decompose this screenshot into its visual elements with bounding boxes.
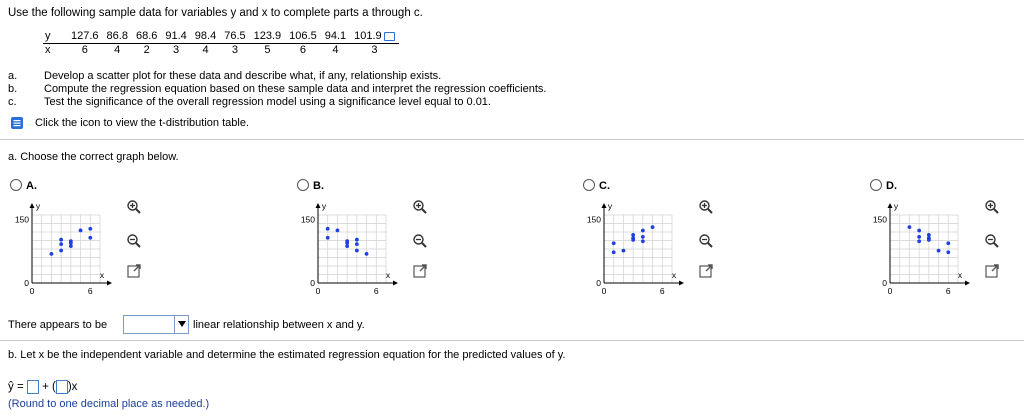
zoom-out-icon[interactable] xyxy=(126,233,142,249)
scatter-plot-b xyxy=(290,198,410,300)
part-label: b. xyxy=(8,83,18,95)
y-axis-label: y xyxy=(607,201,613,211)
data-point xyxy=(336,228,340,232)
scatter-plot-c xyxy=(576,198,696,300)
data-point xyxy=(612,241,616,245)
y-axis-arrow xyxy=(888,203,893,208)
table-cell: 76.5 xyxy=(220,30,249,44)
option-label: C. xyxy=(599,180,610,192)
data-point xyxy=(50,252,54,256)
part-text: Compute the regression equation based on these sample data and interpret the regression coefficients. xyxy=(44,83,547,95)
table-row-x xyxy=(43,44,399,58)
zoom-in-icon[interactable] xyxy=(126,199,142,215)
option-c-radio[interactable] xyxy=(583,179,610,192)
part-label: a. xyxy=(8,70,18,82)
graph-b xyxy=(290,198,400,300)
t-distribution-link[interactable]: Click the icon to view the t-distribution table. xyxy=(35,117,249,129)
part-a-question: a. Choose the correct graph below. xyxy=(8,151,179,163)
data-point xyxy=(365,252,369,256)
data-point xyxy=(88,236,92,240)
x-tick-label: 6 xyxy=(87,286,93,296)
data-point xyxy=(908,225,912,229)
table-header-y: y xyxy=(43,30,67,44)
y-axis-label: y xyxy=(321,201,327,211)
option-a-radio[interactable] xyxy=(10,179,37,192)
part-b-question: b. Let x be the independent variable and determine the estimated regression equation for the predicted values of y. xyxy=(8,349,566,361)
table-cell: 2 xyxy=(143,44,150,56)
data-point xyxy=(355,242,359,246)
table-cell: 101.9 xyxy=(350,30,399,44)
zoom-out-icon[interactable] xyxy=(412,233,428,249)
option-label: B. xyxy=(313,180,324,192)
slope-input[interactable] xyxy=(56,380,68,394)
instructions: Use the following sample data for variables y and x to complete parts a through c. xyxy=(8,7,423,19)
table-cell: 3 xyxy=(371,44,378,56)
data-point xyxy=(79,228,83,232)
zoom-in-icon[interactable] xyxy=(698,199,714,215)
x-tick-label: 0 xyxy=(601,286,607,296)
table-cell: 86.8 xyxy=(103,30,132,44)
y-tick-label: 150 xyxy=(300,214,315,225)
y-tick-label: 150 xyxy=(872,214,887,225)
y-axis-label: y xyxy=(893,201,899,211)
graph-d xyxy=(862,198,972,300)
x-tick-label: 0 xyxy=(29,286,35,296)
part-item-b xyxy=(8,83,546,95)
option-label: A. xyxy=(26,180,37,192)
data-point xyxy=(355,249,359,253)
data-point xyxy=(631,236,635,240)
option-label: D. xyxy=(886,180,897,192)
table-cell: 6 xyxy=(81,44,88,56)
x-tick-label: 0 xyxy=(887,286,893,296)
y-tick-label: 0 xyxy=(882,278,887,288)
data-point xyxy=(946,241,950,245)
book-icon[interactable] xyxy=(10,116,24,130)
y-tick-label: 0 xyxy=(596,278,601,288)
data-point xyxy=(69,241,73,245)
table-cell: 3 xyxy=(231,44,238,56)
zoom-out-icon[interactable] xyxy=(698,233,714,249)
x-axis-arrow xyxy=(107,281,112,286)
part-text: Develop a scatter plot for these data and describe what, if any, relationship exists. xyxy=(44,70,442,82)
scatter-plot-a xyxy=(4,198,124,300)
zoom-in-icon[interactable] xyxy=(984,199,1000,215)
data-point xyxy=(326,227,330,231)
table-cell: 4 xyxy=(332,44,339,56)
table-cell: 123.9 xyxy=(250,30,286,44)
table-cell: 106.5 xyxy=(285,30,321,44)
x-axis-label: x xyxy=(671,270,677,280)
data-point xyxy=(355,238,359,242)
radio-button[interactable] xyxy=(583,179,595,191)
x-axis-label: x xyxy=(957,270,963,280)
copy-icon[interactable] xyxy=(384,32,395,41)
table-cell: 94.1 xyxy=(321,30,350,44)
table-cell: 5 xyxy=(264,44,271,56)
data-table xyxy=(43,30,399,57)
intercept-input[interactable] xyxy=(27,380,39,394)
divider xyxy=(0,340,1024,341)
data-point xyxy=(641,229,645,233)
zoom-out-icon[interactable] xyxy=(984,233,1000,249)
data-point xyxy=(946,250,950,254)
table-cell: 4 xyxy=(114,44,121,56)
expand-icon[interactable] xyxy=(984,263,1000,279)
radio-button[interactable] xyxy=(870,179,882,191)
table-cell: 68.6 xyxy=(132,30,161,44)
radio-button[interactable] xyxy=(10,179,22,191)
x-axis-arrow xyxy=(679,281,684,286)
table-cell: 3 xyxy=(173,44,180,56)
table-cell: 6 xyxy=(299,44,306,56)
expand-icon[interactable] xyxy=(698,263,714,279)
graph-a xyxy=(4,198,114,300)
data-point xyxy=(88,227,92,231)
x-tick-label: 6 xyxy=(659,286,665,296)
table-cell: 4 xyxy=(202,44,209,56)
x-axis-arrow xyxy=(393,281,398,286)
data-point xyxy=(927,236,931,240)
y-axis-arrow xyxy=(602,203,607,208)
relationship-suffix: linear relationship between x and y. xyxy=(193,319,365,331)
x-axis-label: x xyxy=(385,270,391,280)
data-point xyxy=(59,238,63,242)
data-point xyxy=(937,249,941,253)
y-tick-label: 150 xyxy=(14,214,29,225)
x-axis-label: x xyxy=(99,270,105,280)
option-b-radio[interactable] xyxy=(297,179,324,192)
radio-button[interactable] xyxy=(297,179,309,191)
data-point xyxy=(917,239,921,243)
data-point xyxy=(641,235,645,239)
data-point xyxy=(917,229,921,233)
zoom-in-icon[interactable] xyxy=(412,199,428,215)
chevron-down-icon[interactable] xyxy=(174,316,188,333)
data-point xyxy=(622,249,626,253)
equation-plus: + ( xyxy=(42,381,56,394)
option-d-radio[interactable] xyxy=(870,179,897,192)
part-item-a xyxy=(8,70,441,82)
data-point xyxy=(59,249,63,253)
expand-icon[interactable] xyxy=(126,263,142,279)
table-cell: 98.4 xyxy=(191,30,220,44)
part-text: Test the significance of the overall regression model using a significance level equal to 0.01. xyxy=(44,96,491,108)
x-axis-arrow xyxy=(965,281,970,286)
equation-tail: )x xyxy=(67,381,78,394)
y-axis-arrow xyxy=(30,203,35,208)
rounding-note: (Round to one decimal place as needed.) xyxy=(8,398,210,410)
data-point xyxy=(345,241,349,245)
table-row-y xyxy=(43,30,399,44)
data-point xyxy=(917,235,921,239)
divider xyxy=(0,139,1024,140)
x-tick-label: 0 xyxy=(315,286,321,296)
x-tick-label: 6 xyxy=(945,286,951,296)
table-header-x: x xyxy=(45,44,51,56)
relationship-prefix: There appears to be xyxy=(8,319,108,331)
data-point xyxy=(59,242,63,246)
part-item-c xyxy=(8,96,491,108)
table-cell: 91.4 xyxy=(161,30,190,44)
y-tick-label: 0 xyxy=(310,278,315,288)
y-axis-label: y xyxy=(35,201,41,211)
graph-c xyxy=(576,198,686,300)
relationship-dropdown[interactable] xyxy=(123,315,189,334)
data-point xyxy=(326,236,330,240)
part-label: c. xyxy=(8,96,17,108)
expand-icon[interactable] xyxy=(412,263,428,279)
data-point xyxy=(641,239,645,243)
equation-lhs: ŷ = xyxy=(8,381,24,394)
x-tick-label: 6 xyxy=(373,286,379,296)
y-axis-arrow xyxy=(316,203,321,208)
y-tick-label: 150 xyxy=(586,214,601,225)
data-point xyxy=(651,225,655,229)
table-cell: 127.6 xyxy=(67,30,103,44)
data-point xyxy=(612,250,616,254)
scatter-plot-d xyxy=(862,198,982,300)
regression-equation xyxy=(8,380,77,394)
y-tick-label: 0 xyxy=(24,278,29,288)
